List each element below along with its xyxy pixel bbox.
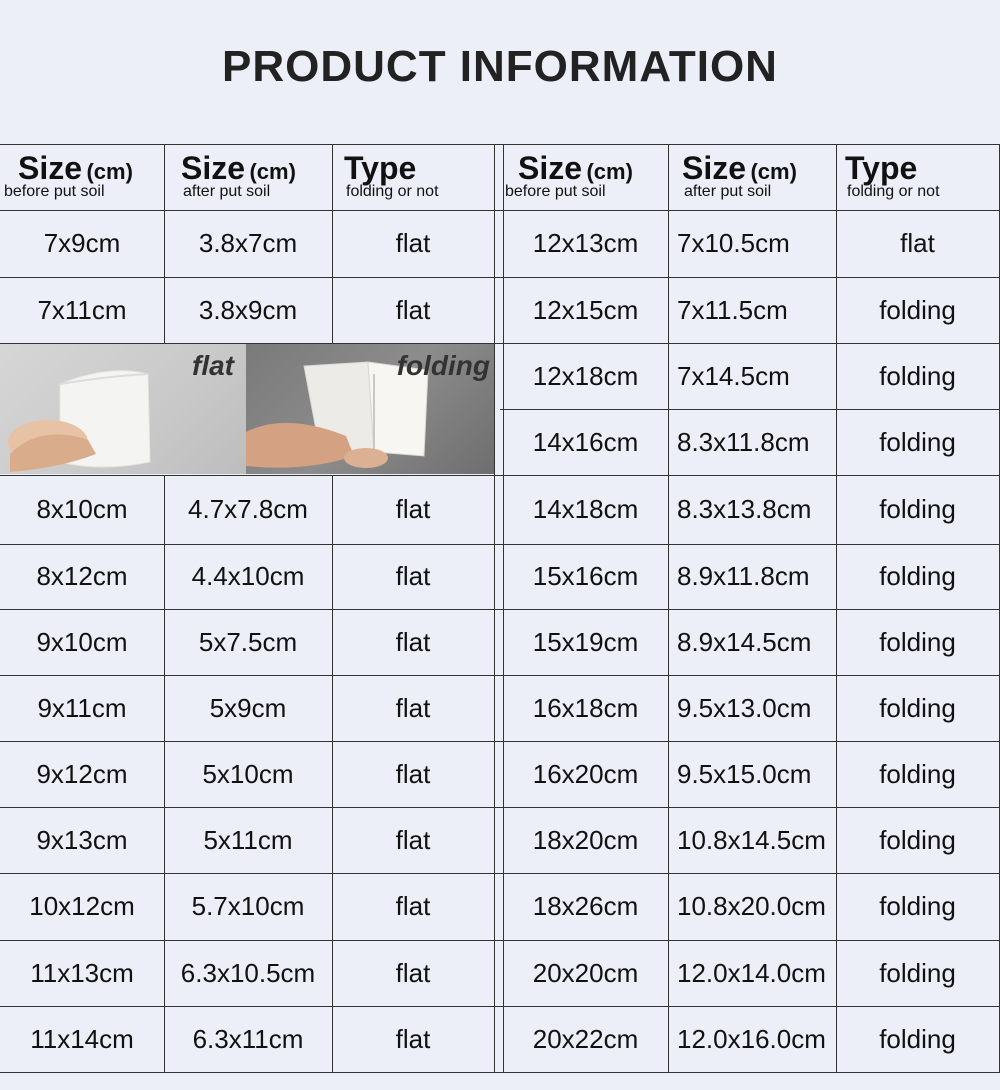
table-line: [494, 144, 495, 1072]
type-cell: folding: [879, 692, 956, 723]
size-before-cell: 7x11cm: [37, 294, 127, 325]
header-size-after: Size (cm): [682, 150, 797, 186]
type-cell: folding: [879, 360, 956, 391]
type-cell: folding: [879, 1023, 956, 1054]
size-before-cell: 8x10cm: [36, 494, 128, 524]
size-before-cell: 11x13cm: [30, 957, 134, 988]
header-type: Type: [845, 150, 918, 186]
table-line: [500, 1072, 1000, 1073]
type-cell: folding: [879, 561, 956, 591]
size-after-cell: 9.5x13.0cm: [677, 692, 812, 723]
type-cell: flat: [395, 561, 431, 591]
size-before-cell: 15x19cm: [532, 626, 639, 657]
type-cell: folding: [879, 626, 956, 657]
type-cell: flat: [900, 228, 935, 258]
type-cell: flat: [395, 758, 431, 789]
size-after-cell: 5x9cm: [209, 692, 287, 723]
header-type: Type: [344, 150, 417, 186]
size-before-cell: 12x13cm: [532, 228, 639, 258]
size-before-cell: 8x12cm: [36, 561, 128, 591]
type-cell: folding: [879, 758, 956, 789]
size-after-cell: 6.3x11cm: [192, 1023, 304, 1054]
size-before-cell: 20x22cm: [532, 1023, 639, 1054]
type-cell: flat: [395, 228, 431, 258]
size-after-cell: 8.9x14.5cm: [677, 626, 812, 657]
size-before-cell: 9x12cm: [36, 758, 128, 789]
table-line: [500, 144, 1000, 145]
size-after-cell: 8.3x11.8cm: [677, 426, 810, 457]
flat-bag-photo: [0, 344, 246, 474]
size-after-cell: 5x11cm: [203, 824, 293, 855]
size-table-right: [500, 144, 1000, 1072]
folding-photo-label: folding: [396, 350, 490, 381]
type-cell: folding: [879, 494, 956, 524]
table-line: [0, 1072, 500, 1073]
size-after-cell: 5.7x10cm: [191, 891, 305, 921]
table-line: [0, 144, 500, 145]
size-after-cell: 7x11.5cm: [677, 294, 788, 325]
type-cell: folding: [879, 957, 956, 988]
type-cell: flat: [395, 1023, 431, 1054]
header-size-before-sub: before put soil: [505, 183, 606, 200]
header-size-after-sub: after put soil: [183, 183, 271, 200]
type-cell: folding: [879, 294, 956, 325]
header-size-after: Size (cm): [181, 150, 296, 186]
size-before-cell: 16x20cm: [532, 758, 639, 789]
flat-photo-label: flat: [192, 350, 234, 381]
size-before-cell: 18x26cm: [532, 891, 639, 921]
size-before-cell: 9x11cm: [37, 692, 127, 723]
page-title: PRODUCT INFORMATION: [222, 42, 778, 91]
header-type-sub: folding or not: [346, 183, 439, 200]
size-after-cell: 8.3x13.8cm: [677, 494, 812, 524]
type-cell: flat: [395, 957, 431, 988]
size-after-cell: 9.5x15.0cm: [677, 758, 812, 789]
header-size-after-sub: after put soil: [684, 183, 772, 200]
size-after-cell: 3.8x9cm: [198, 294, 298, 325]
header-size-before: Size (cm): [518, 150, 633, 186]
type-cell: folding: [879, 426, 956, 457]
header-size-before-sub: before put soil: [4, 183, 105, 200]
size-after-cell: 10.8x14.5cm: [677, 824, 826, 855]
size-after-cell: 4.7x7.8cm: [188, 494, 308, 524]
size-table-left: [0, 144, 500, 1072]
size-after-cell: 12.0x16.0cm: [677, 1023, 826, 1054]
size-before-cell: 14x16cm: [532, 426, 639, 457]
size-after-cell: 4.4x10cm: [191, 561, 305, 591]
size-after-cell: 6.3x10.5cm: [180, 957, 316, 988]
type-cell: flat: [395, 494, 431, 524]
type-cell: flat: [395, 891, 431, 921]
size-before-cell: 7x9cm: [43, 228, 121, 258]
size-before-cell: 16x18cm: [532, 692, 639, 723]
size-before-cell: 15x16cm: [532, 561, 639, 591]
type-cell: flat: [395, 626, 431, 657]
size-after-cell: 5x7.5cm: [198, 626, 298, 657]
size-after-cell: 3.8x7cm: [198, 228, 298, 258]
size-before-cell: 20x20cm: [532, 957, 639, 988]
folding-bag-photo: [246, 344, 494, 474]
size-after-cell: 8.9x11.8cm: [677, 561, 810, 591]
header-size-before: Size (cm): [18, 150, 133, 186]
type-cell: folding: [879, 824, 956, 855]
size-before-cell: 18x20cm: [532, 824, 639, 855]
header-type-sub: folding or not: [847, 183, 940, 200]
size-after-cell: 7x10.5cm: [677, 228, 790, 258]
size-before-cell: 9x10cm: [36, 626, 128, 657]
size-before-cell: 9x13cm: [36, 824, 128, 855]
type-cell: folding: [879, 891, 956, 921]
type-cell: flat: [395, 692, 431, 723]
size-after-cell: 12.0x14.0cm: [677, 957, 826, 988]
size-after-cell: 7x14.5cm: [677, 360, 790, 391]
size-before-cell: 12x15cm: [532, 294, 639, 325]
size-before-cell: 14x18cm: [532, 494, 639, 524]
size-before-cell: 11x14cm: [30, 1023, 134, 1054]
size-after-cell: 5x10cm: [202, 758, 294, 789]
type-cell: flat: [395, 294, 431, 325]
type-cell: flat: [395, 824, 431, 855]
size-before-cell: 12x18cm: [532, 360, 639, 391]
size-after-cell: 10.8x20.0cm: [677, 891, 826, 921]
size-before-cell: 10x12cm: [29, 891, 135, 921]
